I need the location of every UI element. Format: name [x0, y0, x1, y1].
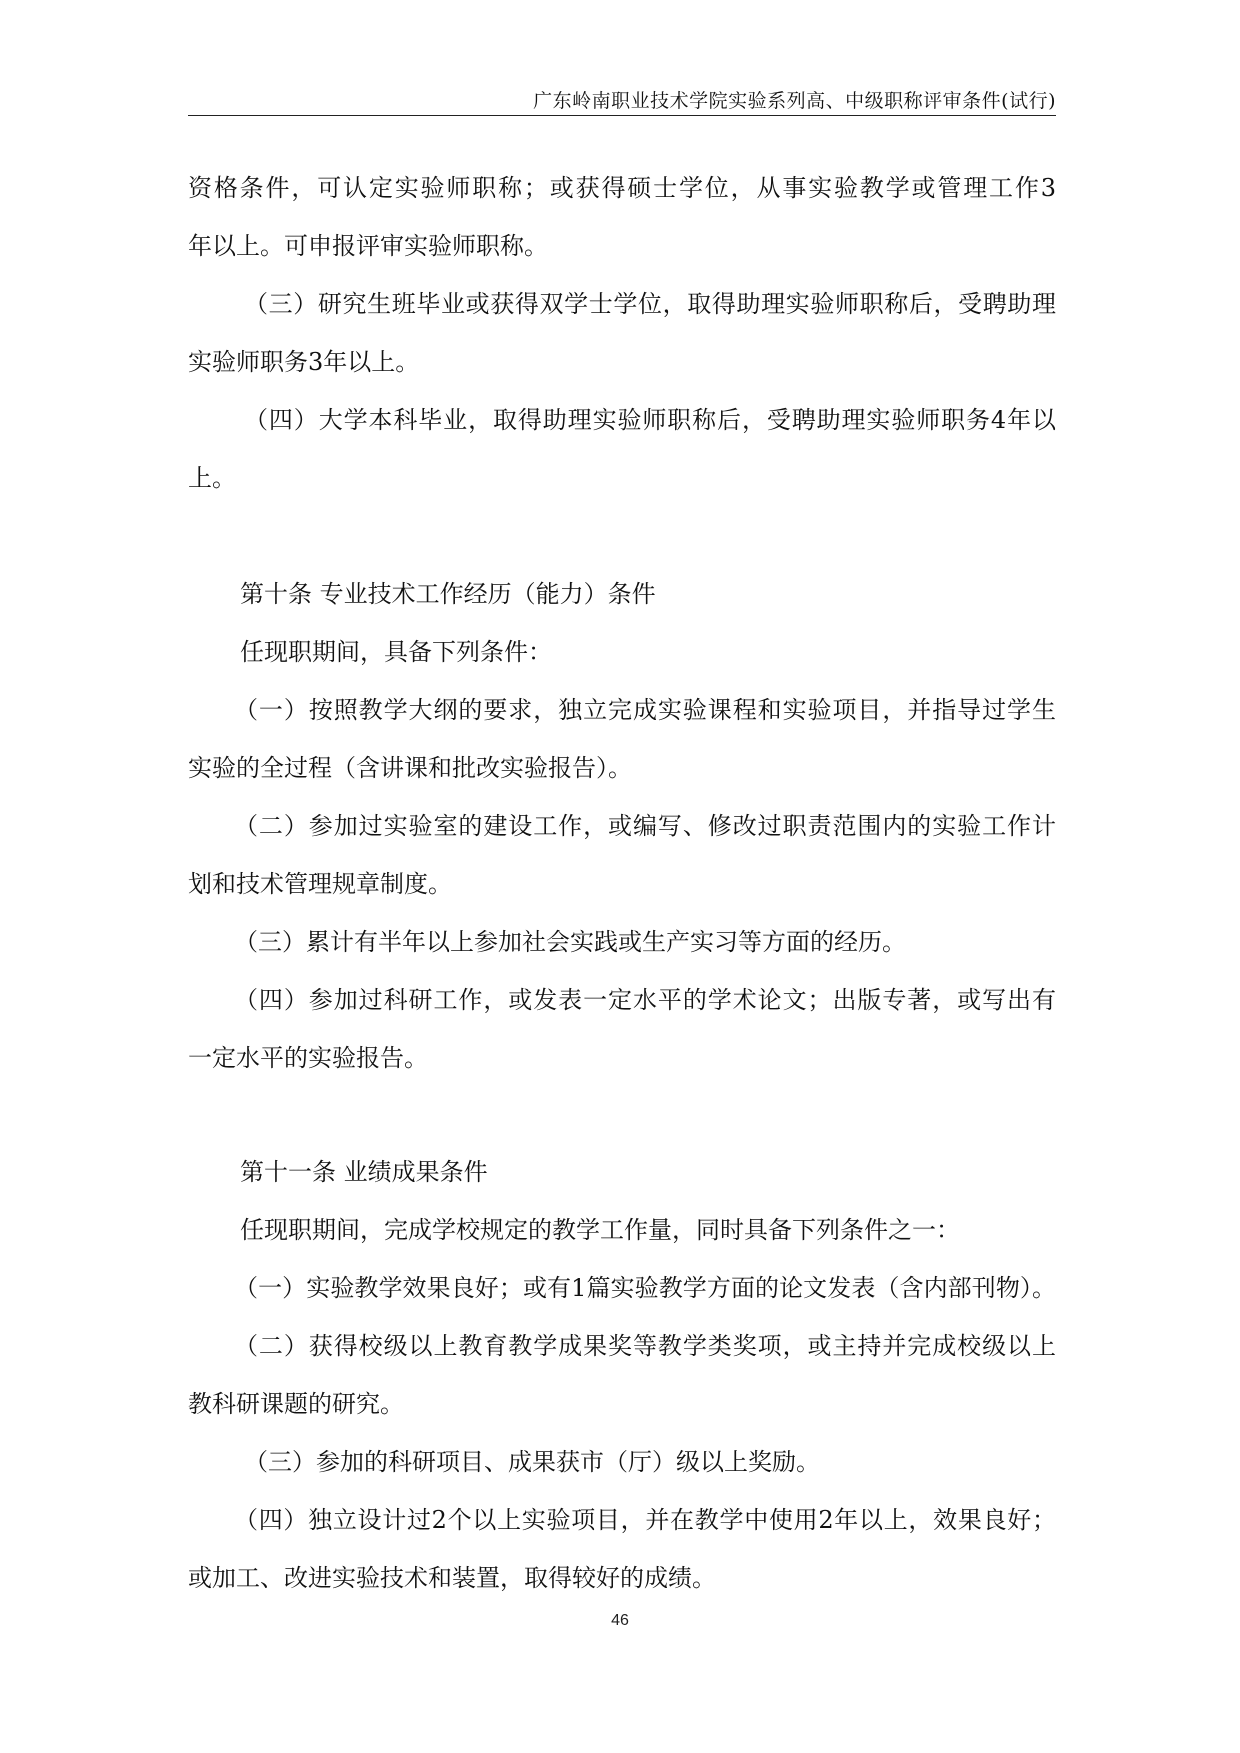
body-line: （三）参加的科研项目、成果获市（厅）级以上奖励。	[244, 1448, 820, 1476]
body-line: 教科研课题的研究。	[188, 1390, 404, 1418]
body-line: 任现职期间，完成学校规定的教学工作量，同时具备下列条件之一：	[240, 1216, 960, 1244]
body-line: （二）获得校级以上教育教学成果奖等教学类奖项，或主持并完成校级以上	[234, 1332, 1056, 1360]
body-line: （四）独立设计过2个以上实验项目，并在教学中使用2年以上，效果良好；	[234, 1506, 1056, 1534]
body-line: 或加工、改进实验技术和装置，取得较好的成绩。	[188, 1564, 716, 1592]
page-number: 46	[611, 1612, 629, 1629]
header-rule	[188, 115, 1056, 116]
article-heading: 第十一条 业绩成果条件	[240, 1158, 488, 1186]
body-line: 一定水平的实验报告。	[188, 1044, 428, 1072]
body-line: 实验师职务3年以上。	[188, 348, 420, 376]
body-line: 任现职期间，具备下列条件：	[240, 638, 552, 666]
body-line: （四）参加过科研工作，或发表一定水平的学术论文；出版专著，或写出有	[234, 986, 1056, 1014]
body-line: （一）按照教学大纲的要求，独立完成实验课程和实验项目，并指导过学生	[234, 696, 1056, 724]
body-line: （二）参加过实验室的建设工作，或编写、修改过职责范围内的实验工作计	[234, 812, 1056, 840]
body-line: 实验的全过程（含讲课和批改实验报告）。	[188, 754, 632, 782]
body-line: 年以上。可申报评审实验师职称。	[188, 232, 548, 260]
body-line: （三）累计有半年以上参加社会实践或生产实习等方面的经历。	[234, 928, 906, 956]
page-header: 广东岭南职业技术学院实验系列高、中级职称评审条件(试行)	[533, 90, 1056, 112]
body-line: 划和技术管理规章制度。	[188, 870, 452, 898]
body-line: 资格条件，可认定实验师职称；或获得硕士学位，从事实验教学或管理工作3	[188, 174, 1056, 202]
body-line: （四）大学本科毕业，取得助理实验师职称后，受聘助理实验师职务4年以	[244, 406, 1056, 434]
article-heading: 第十条 专业技术工作经历（能力）条件	[240, 580, 656, 608]
body-line: （一）实验教学效果良好；或有1篇实验教学方面的论文发表（含内部刊物）。	[234, 1274, 1056, 1302]
body-line: 上。	[188, 464, 236, 492]
body-line: （三）研究生班毕业或获得双学士学位，取得助理实验师职称后，受聘助理	[244, 290, 1056, 318]
